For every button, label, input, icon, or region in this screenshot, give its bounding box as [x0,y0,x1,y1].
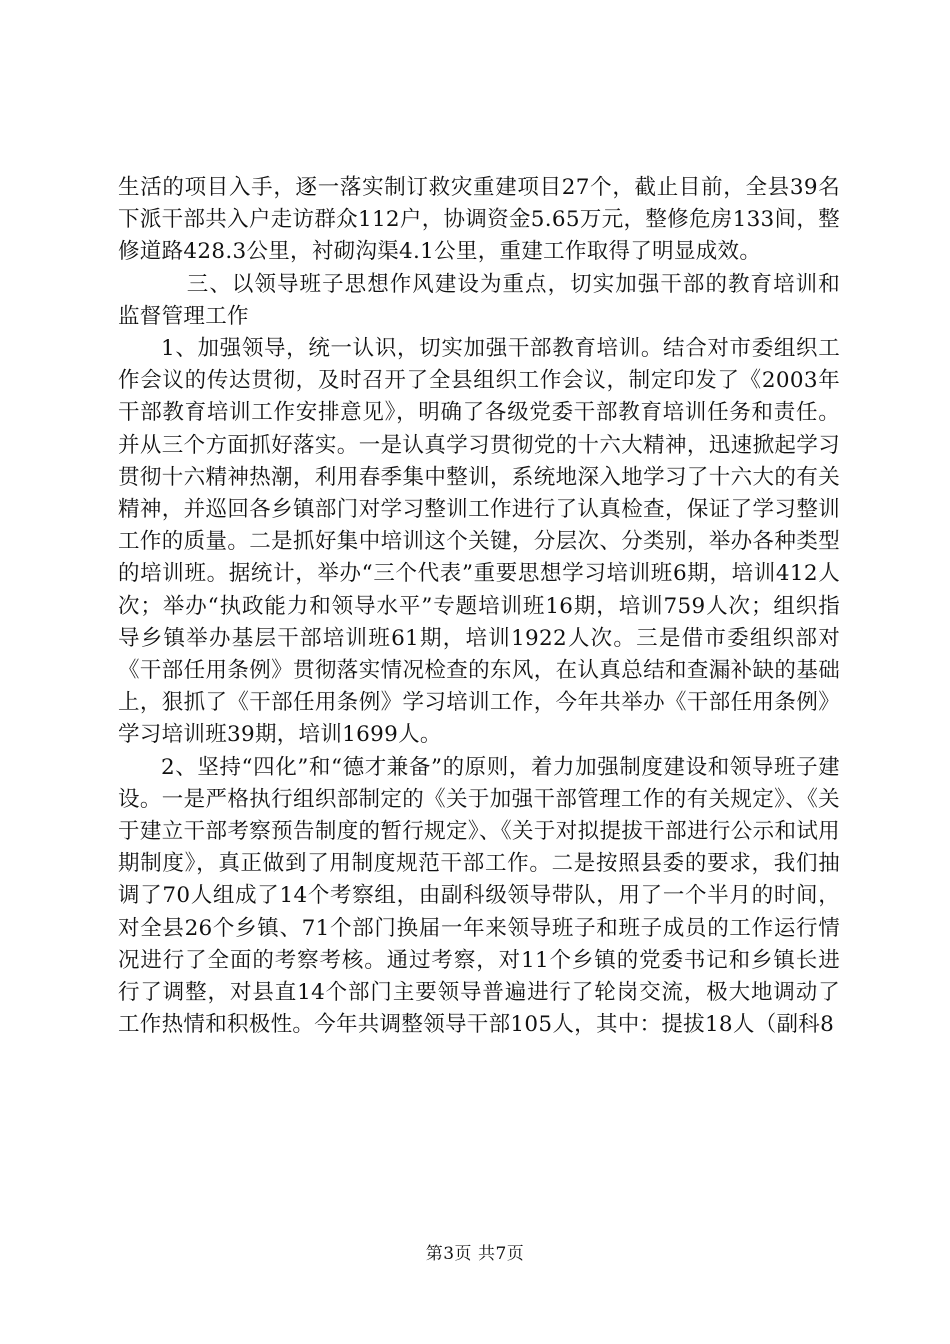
paragraph-item-1: 1、加强领导，统一认识，切实加强干部教育培训。结合对市委组织工作会议的传达贯彻，及时召开了全县组织工作会议，制定印发了《2003年干部教育培训工作安排意见》，明确了各级党委干部教育培训任务和责任。并从三个方面抓好落实。一是认真学习贯彻党的十六大精神，迅速掀起学习贯彻十六精神热潮，利用春季集中整训，系统地深入地学习了十六大的有关精神，并巡回各乡镇部门对学习整训工作进行了认真检查，保证了学习整训工作的质量。二是抓好集中培训这个关键，分层次、分类别，举办各种类型的培训班。据统计，举办“三个代表”重要思想学习培训班6期，培训412人次；举办“执政能力和领导水平”专题培训班16期，培训759人次；组织指导乡镇举办基层干部培训班61期，培训1922人次。三是借市委组织部对《干部任用条例》贯彻落实情况检查的东风，在认真总结和查漏补缺的基础上，狠抓了《干部任用条例》学习培训工作，今年共举办《干部任用条例》学习培训班39期，培训1699人。 [118,336,840,748]
section-heading: 三、以领导班子思想作风建设为重点，切实加强干部的教育培训和监督管理工作 [118,271,840,329]
paragraph-item-2: 2、坚持“四化”和“德才兼备”的原则，着力加强制度建设和领导班子建设。一是严格执行组织部制定的《关于加强干部管理工作的有关规定》、《关于建立干部考察预告制度的暂行规定》、《关于对拟提拔干部进行公示和试用期制度》，真正做到了用制度规范干部工作。二是按照县委的要求，我们抽调了70人组成了14个考察组，由副科级领导带队，用了一个半月的时间，对全县26个乡镇、71个部门换届一年来领导班子和班子成员的工作运行情况进行了全面的考察考核。通过考察，对11个乡镇的党委书记和乡镇长进行了调整，对县直14个部门主要领导普遍进行了轮岗交流，极大地调动了工作热情和积极性。今年共调整领导干部105人，其中：提拔18人（副科8 [118,754,840,1038]
paragraph-continuation: 生活的项目入手，逐一落实制订救灾重建项目27个，截止目前，全县39名下派干部共入户走访群众112户，协调资金5.65万元，整修危房133间，整修道路428.3公里，衬砌沟渠4.1公里，重建工作取得了明显成效。 [118,175,840,265]
page-number-footer: 第3页 共7页 [425,1244,525,1264]
document-body [118,172,840,1041]
